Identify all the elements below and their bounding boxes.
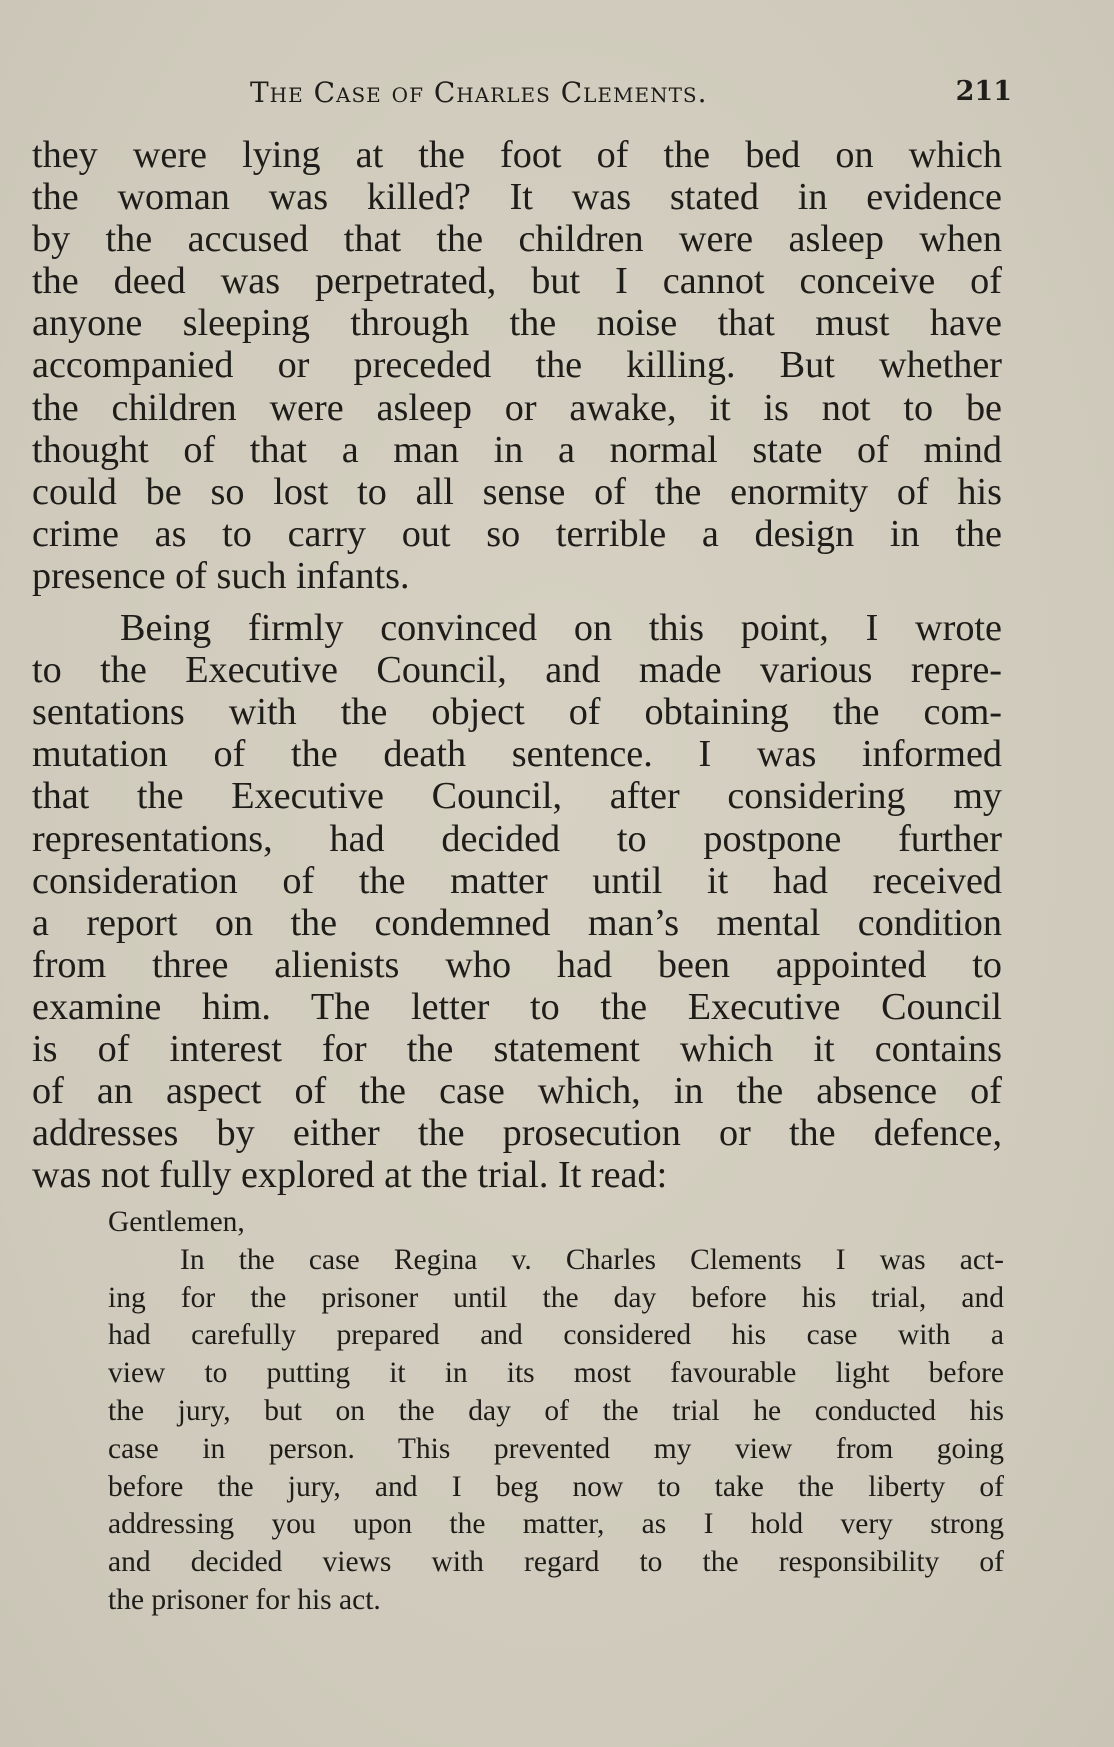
- text-line: sentations with the object of obtaining the com-: [32, 691, 1002, 734]
- running-head: [240, 76, 1012, 112]
- text-line: the woman was killed? It was stated in evidence: [32, 176, 1002, 219]
- text-line: crime as to carry out so terrible a design in the: [32, 512, 1002, 555]
- text-line: examine him. The letter to the Executive Council: [32, 985, 1002, 1028]
- text-line: representations, had decided to postpone further: [32, 817, 1002, 860]
- letter-line: ing for the prisoner until the day before his trial, and: [108, 1281, 1004, 1314]
- text-line: accompanied or preceded the killing. But whether: [32, 344, 1002, 387]
- text-line: to the Executive Council, and made various repre-: [32, 649, 1002, 692]
- text-line: that the Executive Council, after considering my: [32, 775, 1002, 818]
- text-line: by the accused that the children were asleep when: [32, 218, 1002, 261]
- letter-line: the jury, but on the day of the trial he conducted his: [108, 1394, 1004, 1427]
- text-line: the deed was perpetrated, but I cannot conceive of: [32, 260, 1002, 303]
- letter-line: had carefully prepared and considered his case with a: [108, 1319, 1004, 1352]
- text-line: thought of that a man in a normal state of mind: [32, 428, 1002, 471]
- text-line: consideration of the matter until it had received: [32, 859, 1002, 902]
- letter-line: addressing you upon the matter, as I hold very strong: [108, 1508, 1004, 1541]
- text-line: Being firmly convinced on this point, I wrote: [120, 607, 1002, 650]
- text-line: they were lying at the foot of the bed on which: [32, 134, 1002, 176]
- letter-line: In the case Regina v. Charles Clements I was act-: [180, 1243, 1004, 1276]
- text-line: presence of such infants.: [32, 554, 410, 597]
- letter-line: and decided views with regard to the responsibility of: [108, 1546, 1004, 1579]
- letter-line: before the jury, and I beg now to take the liberty of: [108, 1470, 1004, 1503]
- letter-line: case in person. This prevented my view from going: [108, 1432, 1004, 1465]
- paragraph-spacer: [32, 597, 1002, 607]
- text-line: could be so lost to all sense of the enormity of his: [32, 470, 1002, 513]
- text-line: mutation of the death sentence. I was informed: [32, 733, 1002, 776]
- text-line: was not fully explored at the trial. It read:: [32, 1154, 668, 1197]
- text-line: is of interest for the statement which it contains: [32, 1027, 1002, 1070]
- text-line: the children were asleep or awake, it is not to be: [32, 386, 1002, 429]
- letter-line: view to putting it in its most favourable light before: [108, 1357, 1004, 1390]
- text-line: of an aspect of the case which, in the absence of: [32, 1070, 1002, 1113]
- text-line: from three alienists who had been appointed to: [32, 943, 1002, 986]
- letter-line: the prisoner for his act.: [108, 1583, 381, 1616]
- running-head-title: The Case of Charles Clements.: [250, 76, 708, 109]
- quoted-letter: [108, 1204, 1004, 1620]
- paragraph-2: [32, 607, 1002, 1196]
- text-line: a report on the condemned man’s mental condition: [32, 901, 1002, 944]
- letter-salutation: Gentlemen,: [108, 1206, 245, 1238]
- text-line: addresses by either the prosecution or the defence,: [32, 1112, 1002, 1155]
- page-number: 211: [955, 76, 1012, 107]
- body-text: [32, 134, 1002, 1196]
- text-line: anyone sleeping through the noise that must have: [32, 302, 1002, 345]
- paragraph-1: [32, 134, 1002, 597]
